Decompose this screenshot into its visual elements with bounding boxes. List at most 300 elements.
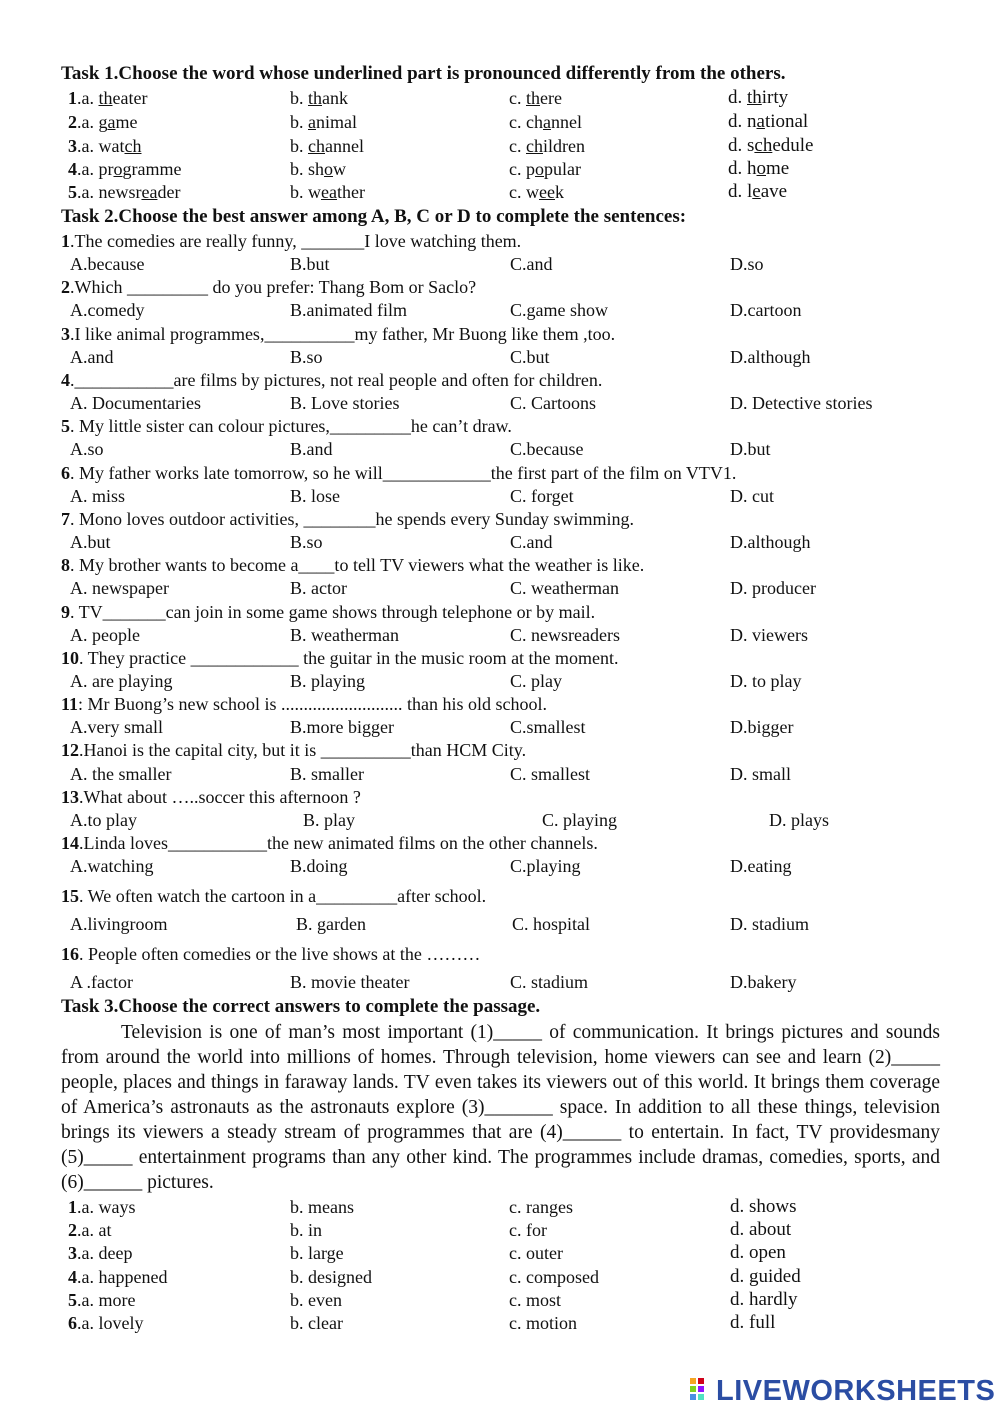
task3-q3-option-a[interactable]: 3.a. deep <box>68 1243 133 1263</box>
task2-q1-option-c[interactable]: C.and <box>510 254 553 274</box>
question-number: 1 <box>61 231 70 251</box>
task2-q2-option-c[interactable]: C.game show <box>510 300 608 320</box>
option-text: b. in <box>290 1220 323 1240</box>
option-suffix: ank <box>322 88 349 108</box>
task2-q1-option-d[interactable]: D.so <box>730 254 764 274</box>
option-suffix: tional <box>764 111 809 132</box>
question-number: 5 <box>68 1290 77 1310</box>
underlined-part: ch <box>124 136 142 156</box>
option-prefix: a. g <box>81 112 108 132</box>
task2-q4-option-c[interactable]: C. Cartoons <box>510 393 597 413</box>
question-number: 13 <box>61 787 79 807</box>
question-number: 6 <box>68 1313 77 1333</box>
option-text: a. ways <box>81 1197 136 1217</box>
question-number: 10 <box>61 648 79 668</box>
option-prefix: c. ch <box>509 112 543 132</box>
task2-options-11 <box>0 715 1000 739</box>
question-separator: . <box>70 555 75 575</box>
option-suffix: ave <box>760 181 788 202</box>
option-suffix: k <box>554 182 564 202</box>
question-separator: . <box>70 602 75 622</box>
option-text: d. about <box>730 1219 792 1240</box>
option-text: d. guided <box>730 1266 801 1287</box>
task3-q5-option-c[interactable] <box>509 1288 561 1312</box>
task2-q14-option-c[interactable]: C.playing <box>510 856 581 876</box>
question-number: 15 <box>61 886 79 906</box>
option-prefix: b. <box>290 88 308 108</box>
task1-q2-option-b[interactable] <box>290 110 357 134</box>
task2-question-15 <box>61 884 486 908</box>
task2-q12-option-d[interactable]: D. small <box>730 764 791 784</box>
option-suffix: eater <box>112 88 148 108</box>
task2-q15-option-b[interactable]: B. garden <box>296 914 366 934</box>
task2-q15-option-d[interactable]: D. stadium <box>730 914 809 934</box>
task2-q14-option-b[interactable]: B.doing <box>290 856 348 876</box>
task3-q1-option-a[interactable]: 1.a. ways <box>68 1197 136 1217</box>
question-text: What about …..soccer this afternoon ? <box>83 787 361 807</box>
task1-q5-option-d[interactable] <box>728 180 787 204</box>
task2-q12-option-a[interactable]: A. the smaller <box>70 764 172 784</box>
task3-q3-option-c[interactable] <box>509 1241 563 1265</box>
task1-q4-option-a[interactable]: 4.a. programme <box>68 159 182 179</box>
task3-q5-option-d[interactable] <box>730 1288 798 1312</box>
question-number: 2 <box>68 112 77 132</box>
question-number: 3 <box>68 1243 77 1263</box>
option-suffix: me <box>115 112 138 132</box>
task1-heading: Task 1.Choose the word whose underlined part is pronounced differently from the others. <box>61 63 786 84</box>
task2-question-8 <box>61 553 644 577</box>
option-suffix: nimal <box>316 112 357 132</box>
task2-q14-option-d[interactable]: D.eating <box>730 856 792 876</box>
option-text: c. ranges <box>509 1197 573 1217</box>
task2-q5-option-d[interactable]: D.but <box>730 439 771 459</box>
brand-name: LIVEWORKSHEETS <box>716 1375 996 1407</box>
task2-q16-option-a[interactable]: A .factor <box>70 972 133 992</box>
task2-q13-option-a[interactable]: A.to play <box>70 810 137 830</box>
liveworksheets-logo <box>690 1375 995 1407</box>
option-suffix: irty <box>761 87 789 108</box>
question-text: Mr Buong’s new school is ........................... than his old school. <box>83 694 548 714</box>
question-text: ___________are films by pictures, not real people and often for children. <box>74 370 603 390</box>
task2-heading: Task 2.Choose the best answer among A, B, C or D to complete the sentences: <box>61 206 687 227</box>
option-prefix: b. sh <box>290 159 325 179</box>
task2-q13-option-b[interactable]: B. play <box>303 810 355 830</box>
task1-q2-option-c[interactable] <box>509 110 582 134</box>
underlined-part: o <box>113 159 123 179</box>
question-separator: . <box>70 509 75 529</box>
task2-q2-option-a[interactable]: A.comedy <box>70 300 145 320</box>
task2-q3-option-b[interactable]: B.so <box>290 347 323 367</box>
task2-question-13 <box>61 785 361 809</box>
task2-q11-option-d[interactable]: D.bigger <box>730 717 794 737</box>
task2-question-1 <box>61 229 521 253</box>
task2-q12-option-c[interactable]: C. smallest <box>510 764 590 784</box>
question-separator: . <box>79 648 84 668</box>
task2-options-2 <box>0 298 1000 322</box>
passage-text: Television is one of man’s most important (1)_____ of communication. It brings pictures and sounds from around the world into millions of homes. Through television, home viewers can see and learn (2)_____ people, places and things in faraway lands. TV even takes its viewers out of this world. It brings them coverage of America’s astronauts as the astronauts explore (3)_______ space. In addition to all these things, television brings its viewers a steady stream of programmes that are (4)______ to entertain. In fact, TV providesmany (5)_____ entertainment programs than any other kind. The programmes include dramas, comedies, sports, and (6)______ pictures. <box>61 1022 940 1193</box>
task3-q6-option-b[interactable] <box>290 1311 343 1335</box>
task2-q11-option-b[interactable]: B.more bigger <box>290 717 394 737</box>
question-separator: . <box>79 833 84 853</box>
question-separator: . <box>79 787 84 807</box>
question-text: Hanoi is the capital city, but it is __________than HCM City. <box>83 740 527 760</box>
task3-q2-option-b[interactable] <box>290 1218 322 1242</box>
task2-question-6 <box>61 461 736 485</box>
option-text: c. motion <box>509 1313 577 1333</box>
task2-q10-option-b[interactable]: B. playing <box>290 671 365 691</box>
question-text: The comedies are really funny, _______I love watching them. <box>74 231 522 251</box>
task2-options-16 <box>0 970 1000 994</box>
option-suffix: pular <box>544 159 581 179</box>
task3-q1-option-c[interactable] <box>509 1195 573 1219</box>
task2-q6-option-d[interactable]: D. cut <box>730 486 774 506</box>
task2-q6-option-a[interactable]: A. miss <box>70 486 126 506</box>
task2-question-11 <box>61 692 547 716</box>
option-prefix: c. <box>509 136 526 156</box>
option-suffix: der <box>157 182 181 202</box>
task3-question-6 <box>0 1311 1000 1335</box>
task2-q15-option-c[interactable]: C. hospital <box>512 914 591 934</box>
task2-q2-option-b[interactable]: B.animated film <box>290 300 407 320</box>
question-number: 3 <box>68 136 77 156</box>
task2-q4-option-d[interactable]: D. Detective stories <box>730 393 873 413</box>
option-suffix: ere <box>540 88 562 108</box>
question-text: My little sister can colour pictures,_________he can’t draw. <box>74 416 512 436</box>
question-separator: . <box>70 416 75 436</box>
option-text: b. means <box>290 1197 354 1217</box>
task2-q14-option-a[interactable]: A.watching <box>70 856 154 876</box>
task3-question-4 <box>0 1265 1000 1289</box>
option-prefix: a. wat <box>81 136 125 156</box>
task2-q3-option-a[interactable]: A.and <box>70 347 114 367</box>
question-number: 9 <box>61 602 70 622</box>
question-number: 2 <box>68 1220 77 1240</box>
question-number: 16 <box>61 944 79 964</box>
task1-q1-option-b[interactable] <box>290 86 348 110</box>
option-prefix: c. w <box>509 182 539 202</box>
underlined-part: ch <box>308 136 325 156</box>
task2-q12-option-b[interactable]: B. smaller <box>290 764 364 784</box>
task2-question-14 <box>61 831 598 855</box>
option-prefix: c. <box>509 88 526 108</box>
task3-question-1 <box>0 1195 1000 1219</box>
question-text: People often comedies or the live shows at the ……… <box>83 944 481 964</box>
task2-q9-option-b[interactable]: B. weatherman <box>290 625 399 645</box>
task2-q7-option-d[interactable]: D.although <box>730 532 811 552</box>
option-text: a. at <box>81 1220 112 1240</box>
task2-options-5 <box>0 437 1000 461</box>
task3-q3-option-b[interactable] <box>290 1241 344 1265</box>
task3-q1-option-d[interactable] <box>730 1195 797 1219</box>
task2-question-7 <box>61 507 634 531</box>
option-prefix: d. s <box>728 135 755 156</box>
task1-q1-option-c[interactable] <box>509 86 562 110</box>
option-text: c. for <box>509 1220 547 1240</box>
task2-q7-option-b[interactable]: B.so <box>290 532 323 552</box>
underlined-part: a <box>308 112 316 132</box>
task1-q4-option-c[interactable] <box>509 157 581 181</box>
option-prefix: a. newsr <box>81 182 142 202</box>
question-number: 3 <box>61 324 70 344</box>
task2-question-12 <box>61 738 526 762</box>
option-text: b. designed <box>290 1267 372 1287</box>
question-text: We often watch the cartoon in a_________after school. <box>83 886 487 906</box>
question-separator: . <box>70 370 75 390</box>
task1-question-5 <box>0 180 1000 204</box>
underlined-part: ee <box>539 182 555 202</box>
task3-question-5 <box>0 1288 1000 1312</box>
option-prefix: b. w <box>290 182 321 202</box>
option-text: a. lovely <box>81 1313 144 1333</box>
question-separator: . <box>79 740 84 760</box>
task2-q13-option-d[interactable]: D. plays <box>769 810 829 830</box>
question-number: 6 <box>61 463 70 483</box>
task3-q6-option-c[interactable] <box>509 1311 577 1335</box>
question-separator: . <box>70 231 75 251</box>
task1-question-1 <box>0 86 1000 110</box>
task1-q5-option-b[interactable] <box>290 180 365 204</box>
option-prefix: d. n <box>728 111 757 132</box>
task2-q10-option-d[interactable]: D. to play <box>730 671 802 691</box>
question-text: My father works late tomorrow, so he will____________the first part of the film on VTV1. <box>74 463 737 483</box>
task1-q4-option-d[interactable] <box>728 157 789 181</box>
task3-q1-option-b[interactable] <box>290 1195 354 1219</box>
task2-question-2 <box>61 275 476 299</box>
task2-q8-option-b[interactable]: B. actor <box>290 578 347 598</box>
question-number: 5 <box>68 182 77 202</box>
task2-q7-option-a[interactable]: A.but <box>70 532 111 552</box>
task2-options-9 <box>0 623 1000 647</box>
option-text: d. open <box>730 1242 786 1263</box>
option-suffix: me <box>766 158 790 179</box>
option-suffix: ildren <box>543 136 585 156</box>
question-separator: : <box>78 694 84 714</box>
task2-options-15 <box>0 912 1000 936</box>
question-number: 14 <box>61 833 79 853</box>
option-suffix: edule <box>772 135 814 156</box>
task3-q4-option-a[interactable]: 4.a. happened <box>68 1267 168 1287</box>
task2-q6-option-b[interactable]: B. lose <box>290 486 341 506</box>
option-suffix: ther <box>336 182 365 202</box>
task2-options-4 <box>0 391 1000 415</box>
task2-q1-option-a[interactable]: A.because <box>70 254 145 274</box>
task1-question-4 <box>0 157 1000 181</box>
underlined-part: ea <box>141 182 158 202</box>
task2-q5-option-c[interactable]: C.because <box>510 439 584 459</box>
underlined-part: ch <box>754 135 773 156</box>
question-number: 1 <box>68 1197 77 1217</box>
option-text: a. more <box>81 1290 136 1310</box>
task1-q3-option-a[interactable]: 3.a. watch <box>68 136 142 156</box>
task2-q4-option-a[interactable]: A. Documentaries <box>70 393 201 413</box>
task1-q5-option-c[interactable] <box>509 180 564 204</box>
underlined-part: o <box>756 158 766 179</box>
task3-passage <box>61 1020 940 1195</box>
task1-q5-option-a[interactable]: 5.a. newsreader <box>68 182 181 202</box>
option-prefix: c. p <box>509 159 535 179</box>
task2-q3-option-c[interactable]: C.but <box>510 347 550 367</box>
task2-options-13 <box>0 808 1000 832</box>
task2-question-4 <box>61 368 602 392</box>
task1-q1-option-d[interactable] <box>728 86 788 110</box>
option-text: d. full <box>730 1312 776 1333</box>
task2-q8-option-a[interactable]: A. newspaper <box>70 578 169 598</box>
task2-options-14 <box>0 854 1000 878</box>
underlined-part: ea <box>321 182 337 202</box>
task1-q2-option-a[interactable]: 2.a. game <box>68 112 138 132</box>
task2-options-10 <box>0 669 1000 693</box>
option-suffix: w <box>333 159 347 179</box>
task2-question-5 <box>61 414 512 438</box>
question-number: 4 <box>68 1267 77 1287</box>
task2-q13-option-c[interactable]: C. playing <box>542 810 617 830</box>
task2-q5-option-a[interactable]: A.so <box>70 439 104 459</box>
underlined-part: th <box>526 88 541 108</box>
question-number: 12 <box>61 740 79 760</box>
question-text: Which _________ do you prefer: Thang Bom or Saclo? <box>74 277 477 297</box>
task3-question-3 <box>0 1241 1000 1265</box>
task1-question-2 <box>0 110 1000 134</box>
question-number: 7 <box>61 509 70 529</box>
task2-q2-option-d[interactable]: D.cartoon <box>730 300 802 320</box>
task2-q16-option-c[interactable]: C. stadium <box>510 972 589 992</box>
task2-q16-option-b[interactable]: B. movie theater <box>290 972 410 992</box>
question-number: 1 <box>68 88 77 108</box>
option-suffix: nnel <box>550 112 582 132</box>
underlined-part: a <box>542 112 551 132</box>
question-text: I like animal programmes,__________my father, Mr Buong like them ,too. <box>74 324 616 344</box>
question-separator: . <box>79 886 84 906</box>
question-number: 5 <box>61 416 70 436</box>
task2-q9-option-c[interactable]: C. newsreaders <box>510 625 620 645</box>
task3-q3-option-d[interactable] <box>730 1241 786 1265</box>
task1-q3-option-c[interactable] <box>509 134 585 158</box>
task2-question-3 <box>61 322 615 346</box>
option-prefix: d. h <box>728 158 757 179</box>
task2-options-3 <box>0 345 1000 369</box>
option-suffix: annel <box>325 136 364 156</box>
question-text: My brother wants to become a____to tell TV viewers what the weather is like. <box>74 555 645 575</box>
task2-q16-option-d[interactable]: D.bakery <box>730 972 797 992</box>
liveworksheets-logo-icon <box>690 1376 712 1402</box>
task2-question-9 <box>61 600 595 624</box>
task3-q2-option-c[interactable] <box>509 1218 547 1242</box>
option-text: d. hardly <box>730 1289 798 1310</box>
option-text: c. composed <box>509 1267 599 1287</box>
task2-q8-option-c[interactable]: C. weatherman <box>510 578 619 598</box>
option-text: a. happened <box>81 1267 168 1287</box>
underlined-part: th <box>747 87 762 108</box>
task3-q2-option-d[interactable] <box>730 1218 791 1242</box>
task2-question-10 <box>61 646 619 670</box>
task2-q11-option-a[interactable]: A.very small <box>70 717 163 737</box>
task2-q4-option-b[interactable]: B. Love stories <box>290 393 400 413</box>
task2-q5-option-b[interactable]: B.and <box>290 439 333 459</box>
task3-q5-option-a[interactable]: 5.a. more <box>68 1290 136 1310</box>
task1-q1-option-a[interactable]: 1.a. theater <box>68 88 148 108</box>
question-number: 4 <box>61 370 70 390</box>
question-number: 8 <box>61 555 70 575</box>
task1-question-3 <box>0 134 1000 158</box>
task2-q10-option-a[interactable]: A. are playing <box>70 671 173 691</box>
task2-q15-option-a[interactable]: A.livingroom <box>70 914 168 934</box>
underlined-part: th <box>98 88 113 108</box>
task3-q4-option-d[interactable] <box>730 1265 801 1289</box>
underlined-part: a <box>107 112 116 132</box>
question-separator: . <box>79 944 84 964</box>
option-text: b. clear <box>290 1313 343 1333</box>
option-text: a. deep <box>81 1243 133 1263</box>
task2-q9-option-a[interactable]: A. people <box>70 625 140 645</box>
underlined-part: th <box>308 88 323 108</box>
task3-q4-option-c[interactable] <box>509 1265 599 1289</box>
task2-q7-option-c[interactable]: C.and <box>510 532 553 552</box>
task3-q6-option-a[interactable]: 6.a. lovely <box>68 1313 144 1333</box>
task2-q9-option-d[interactable]: D. viewers <box>730 625 808 645</box>
task1-q4-option-b[interactable] <box>290 157 346 181</box>
question-text: Linda loves___________the new animated films on the other channels. <box>83 833 598 853</box>
option-suffix: gramme <box>122 159 182 179</box>
option-text: b. even <box>290 1290 342 1310</box>
option-text: c. most <box>509 1290 561 1310</box>
underlined-part: ch <box>526 136 543 156</box>
option-prefix: d. l <box>728 181 753 202</box>
task2-q6-option-c[interactable]: C. forget <box>510 486 574 506</box>
option-prefix: b. <box>290 112 308 132</box>
task2-options-1 <box>0 252 1000 276</box>
task2-options-12 <box>0 762 1000 786</box>
option-prefix: a. <box>81 88 99 108</box>
underlined-part: a <box>756 111 765 132</box>
underlined-part: e <box>752 181 761 202</box>
task3-q6-option-d[interactable] <box>730 1311 775 1335</box>
task3-heading: Task 3.Choose the correct answers to complete the passage. <box>61 996 541 1017</box>
task2-q8-option-d[interactable]: D. producer <box>730 578 816 598</box>
option-text: c. outer <box>509 1243 563 1263</box>
task2-q11-option-c[interactable]: C.smallest <box>510 717 586 737</box>
task2-q3-option-d[interactable]: D.although <box>730 347 811 367</box>
question-number: 4 <box>68 159 77 179</box>
question-number: 11 <box>61 694 79 714</box>
underlined-part: o <box>535 159 544 179</box>
question-separator: . <box>70 463 75 483</box>
option-prefix: b. <box>290 136 308 156</box>
task1-q3-option-d[interactable] <box>728 134 814 158</box>
task2-options-6 <box>0 484 1000 508</box>
question-text: TV_______can join in some game shows through telephone or by mail. <box>74 602 596 622</box>
task3-q5-option-b[interactable] <box>290 1288 342 1312</box>
task3-q4-option-b[interactable] <box>290 1265 372 1289</box>
underlined-part: o <box>324 159 334 179</box>
option-prefix: a. pr <box>81 159 114 179</box>
question-number: 2 <box>61 277 70 297</box>
task3-q2-option-a[interactable]: 2.a. at <box>68 1220 112 1240</box>
task1-q2-option-d[interactable] <box>728 110 808 134</box>
task2-options-7 <box>0 530 1000 554</box>
task3-question-2 <box>0 1218 1000 1242</box>
task2-options-8 <box>0 576 1000 600</box>
task2-q10-option-c[interactable]: C. play <box>510 671 562 691</box>
question-separator: . <box>70 277 75 297</box>
question-text: They practice ____________ the guitar in the music room at the moment. <box>83 648 619 668</box>
task2-q1-option-b[interactable]: B.but <box>290 254 330 274</box>
option-prefix: d. <box>728 87 747 108</box>
option-text: d. shows <box>730 1196 797 1217</box>
task1-q3-option-b[interactable] <box>290 134 364 158</box>
question-separator: . <box>70 324 75 344</box>
option-text: b. large <box>290 1243 344 1263</box>
task2-question-16 <box>61 942 480 966</box>
